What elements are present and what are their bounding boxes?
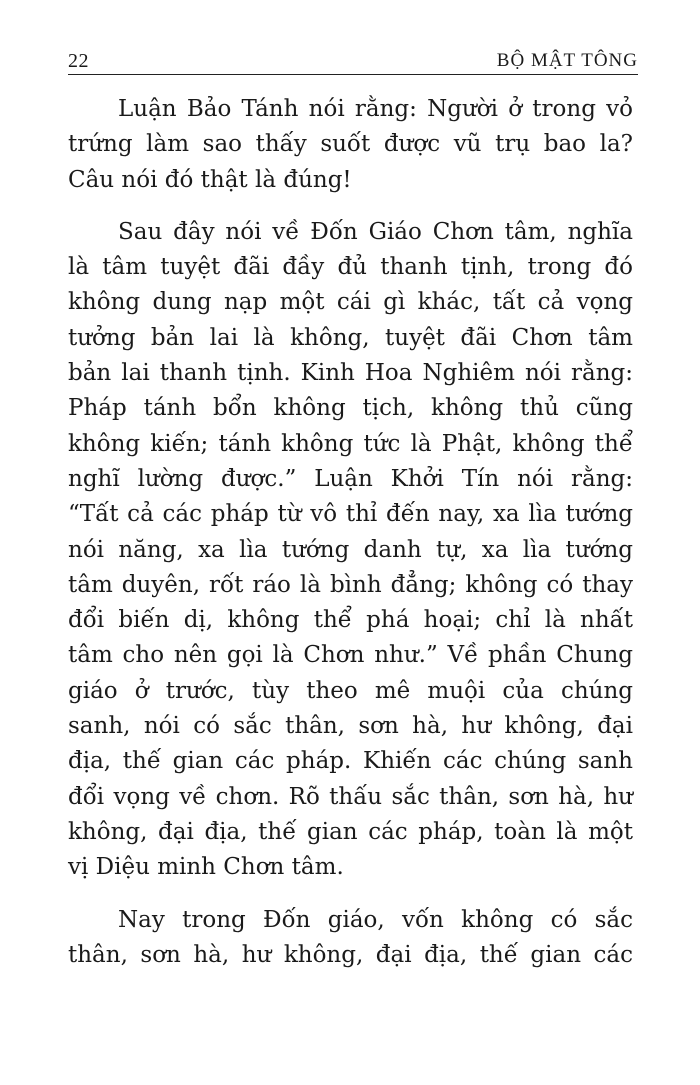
- text-line: thân, sơn hà, hư không, đại địa, thế gian các: [68, 941, 633, 968]
- text-line: giáo ở trước, tùy theo mê muội của chúng: [68, 677, 633, 704]
- text-line: không kiến; tánh không tức là Phật, không thể: [68, 430, 633, 457]
- text-line: tâm duyên, rốt ráo là bình đẳng; không có thay: [68, 571, 633, 598]
- text-line: nói năng, xa lìa tướng danh tự, xa lìa tướng: [68, 536, 633, 563]
- text-line: Luận Bảo Tánh nói rằng: Người ở trong vỏ: [118, 96, 633, 122]
- text-line: Câu nói đó thật là đúng!: [68, 166, 352, 193]
- text-line: bản lai thanh tịnh. Kinh Hoa Nghiêm nói rằng:: [68, 360, 633, 387]
- text-line: tưởng bản lai là không, tuyệt đãi Chơn tâm: [68, 324, 633, 351]
- paragraph-2: [68, 215, 633, 886]
- text-line: không dung nạp một cái gì khác, tất cả vọng: [68, 289, 633, 316]
- text-line: là tâm tuyệt đãi đầy đủ thanh tịnh, trong đó: [68, 254, 633, 281]
- running-title: BỘ MẬT TÔNG: [496, 50, 638, 71]
- text-line: nghĩ lường được.” Luận Khởi Tín nói rằng:: [68, 465, 633, 492]
- page-number: 22: [68, 50, 89, 72]
- text-line: đổi vọng về chơn. Rõ thấu sắc thân, sơn hà, hư: [68, 783, 633, 810]
- text-line: đổi biến dị, không thể phá hoại; chỉ là nhất: [68, 607, 633, 634]
- text-line: địa, thế gian các pháp. Khiến các chúng sanh: [68, 748, 633, 775]
- body-text: [68, 92, 633, 990]
- text-line: Sau đây nói về Đốn Giáo Chơn tâm, nghĩa: [118, 218, 633, 245]
- page-header: [68, 48, 638, 75]
- text-line: không, đại địa, thế gian các pháp, toàn là một: [68, 818, 633, 845]
- paragraph-1: [68, 92, 633, 198]
- text-line: sanh, nói có sắc thân, sơn hà, hư không, đại: [68, 713, 633, 740]
- text-line: vị Diệu minh Chơn tâm.: [68, 854, 344, 881]
- text-line: Pháp tánh bổn không tịch, không thủ cũng: [68, 395, 633, 422]
- paragraph-3: [68, 903, 633, 974]
- text-line: “Tất cả các pháp từ vô thỉ đến nay, xa lìa tướng: [68, 501, 633, 528]
- text-line: trứng làm sao thấy suốt được vũ trụ bao la?: [68, 131, 633, 158]
- text-line: Nay trong Đốn giáo, vốn không có sắc: [118, 906, 633, 933]
- text-line: tâm cho nên gọi là Chơn như.” Về phần Chung: [68, 642, 633, 669]
